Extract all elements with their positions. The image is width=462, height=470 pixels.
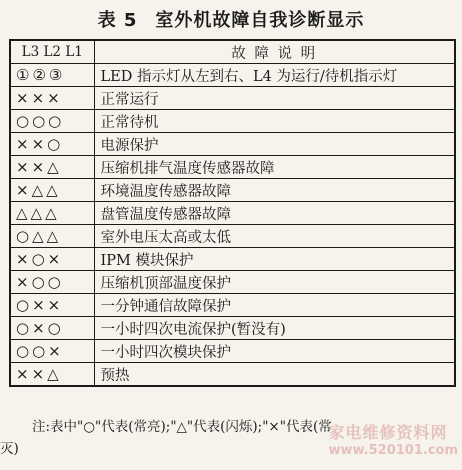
indicator-cell: ○×○ [10, 317, 94, 340]
table-row [10, 87, 455, 110]
watermark-site: www.520101.com [328, 443, 458, 458]
table-title-text: 室外机故障自我诊断显示 [155, 10, 365, 31]
table-row [10, 271, 455, 294]
indicator-cell: ××○ [10, 133, 94, 156]
footnote-line-2: 灭) [0, 441, 19, 457]
footnote-line-1: 注:表中"○"代表(常亮);"△"代表(闪烁);"×"代表(常 [32, 419, 332, 435]
description-cell: IPM 模块保护 [94, 248, 455, 271]
description-cell: 一分钟通信故障保护 [94, 294, 455, 317]
description-cell: 正常待机 [94, 110, 455, 133]
description-cell: 一小时四次模块保护 [94, 340, 455, 363]
indicator-cell: ×△△ [10, 179, 94, 202]
description-cell: 压缩机排气温度传感器故障 [94, 156, 455, 179]
indicator-column-header: L3 L2 L1 [10, 40, 94, 64]
indicator-cell: ①②③ [10, 64, 94, 87]
indicator-cell: ×○○ [10, 271, 94, 294]
table-row [10, 179, 455, 202]
description-column-header: 故 障 说 明 [94, 40, 455, 64]
diagnosis-table [9, 39, 456, 387]
description-cell: 一小时四次电流保护(暂没有) [94, 317, 455, 340]
table-title [0, 6, 462, 32]
table-header-row [10, 40, 455, 64]
table-row [10, 64, 455, 87]
indicator-cell: ○△△ [10, 225, 94, 248]
table-row [10, 133, 455, 156]
table-row [10, 294, 455, 317]
description-cell: 预热 [94, 363, 455, 387]
table-number: 表 5 [97, 10, 138, 31]
indicator-cell: ×○× [10, 248, 94, 271]
indicator-cell: △△△ [10, 202, 94, 225]
indicator-cell: ○○○ [10, 110, 94, 133]
description-cell: 盘管温度传感器故障 [94, 202, 455, 225]
table-row [10, 363, 455, 387]
table-row [10, 110, 455, 133]
indicator-cell: ○○× [10, 340, 94, 363]
description-cell: 正常运行 [94, 87, 455, 110]
indicator-cell: ××× [10, 87, 94, 110]
indicator-cell: ××△ [10, 156, 94, 179]
description-cell: 压缩机顶部温度保护 [94, 271, 455, 294]
table-row [10, 340, 455, 363]
indicator-cell: ○×× [10, 294, 94, 317]
table-row [10, 248, 455, 271]
table-row [10, 225, 455, 248]
table-footnote [0, 416, 458, 460]
description-cell: 室外电压太高或太低 [94, 225, 455, 248]
description-cell: 电源保护 [94, 133, 455, 156]
description-cell: LED 指示灯从左到右、L4 为运行/待机指示灯 [94, 64, 455, 87]
table-row [10, 156, 455, 179]
description-cell: 环境温度传感器故障 [94, 179, 455, 202]
watermark-text: 家电维修资料网 [328, 423, 448, 442]
table-row [10, 317, 455, 340]
indicator-cell: ××△ [10, 363, 94, 387]
table-row [10, 202, 455, 225]
